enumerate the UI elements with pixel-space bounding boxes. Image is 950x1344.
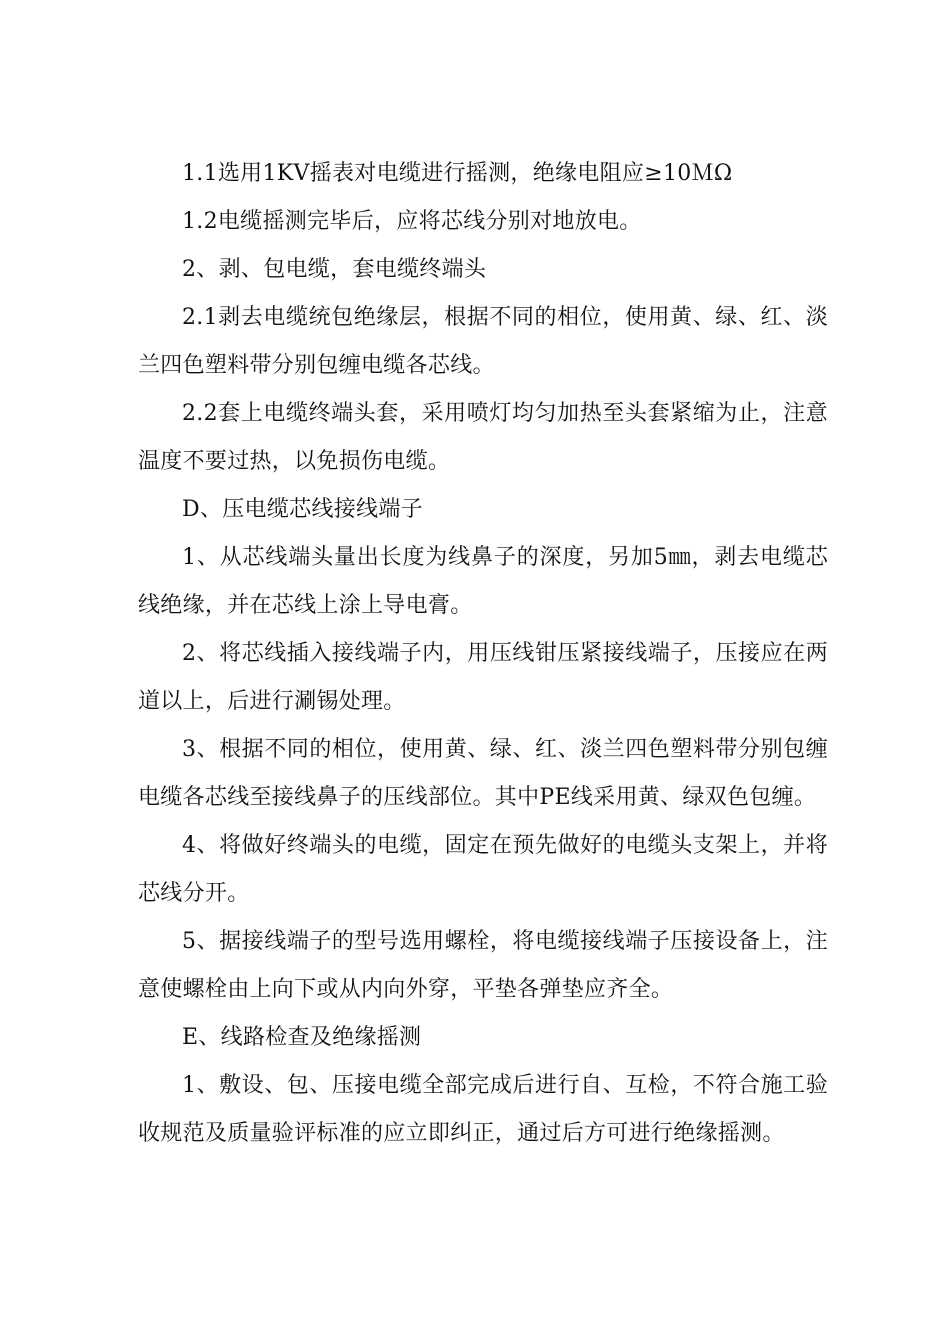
paragraph-insert-crimp: 2、将芯线插入接线端子内，用压线钳压紧接线端子，压接应在两道以上，后进行涮锡处理。 <box>138 641 828 714</box>
paragraph-bolt-selection: 5、据接线端子的型号选用螺栓，将电缆接线端子压接设备上，注意使螺栓由上向下或从内向外穿，平垫各弹垫应齐全。 <box>138 929 828 1002</box>
paragraph-terminal-sleeve: 2.2套上电缆终端头套，采用喷灯均匀加热至头套紧缩为止，注意温度不要过热，以免损伤电缆。 <box>138 401 828 474</box>
document-body <box>138 150 828 1158</box>
paragraph-fix-bracket: 4、将做好终端头的电缆，固定在预先做好的电缆头支架上，并将芯线分开。 <box>138 833 828 906</box>
paragraph-insulation-test: 1.1选用1KV摇表对电缆进行摇测，绝缘电阻应≥10ＭΩ <box>182 161 733 186</box>
paragraph-discharge: 1.2电缆摇测完毕后，应将芯线分别对地放电。 <box>182 209 642 234</box>
paragraph-heading-crimp: D、压电缆芯线接线端子 <box>182 497 423 522</box>
paragraph-phase-wrap: 3、根据不同的相位，使用黄、绿、红、淡兰四色塑料带分别包缠电缆各芯线至接线鼻子的压线部位。其中PE线采用黄、绿双色包缠。 <box>138 737 828 810</box>
paragraph-heading-strip-wrap: 2、剥、包电缆，套电缆终端头 <box>182 257 487 282</box>
paragraph-self-check: 1、敷设、包、压接电缆全部完成后进行自、互检，不符合施工验收规范及质量验评标准的应立即纠正，通过后方可进行绝缘摇测。 <box>138 1073 828 1146</box>
paragraph-strip-insulation: 2.1剥去电缆统包绝缘层，根据不同的相位，使用黄、绿、红、淡兰四色塑料带分别包缠电缆各芯线。 <box>138 305 828 378</box>
paragraph-measure-length: 1、从芯线端头量出长度为线鼻子的深度，另加5㎜，剥去电缆芯线绝缘，并在芯线上涂上导电膏。 <box>138 545 828 618</box>
paragraph-heading-inspection: E、线路检查及绝缘摇测 <box>182 1025 422 1050</box>
